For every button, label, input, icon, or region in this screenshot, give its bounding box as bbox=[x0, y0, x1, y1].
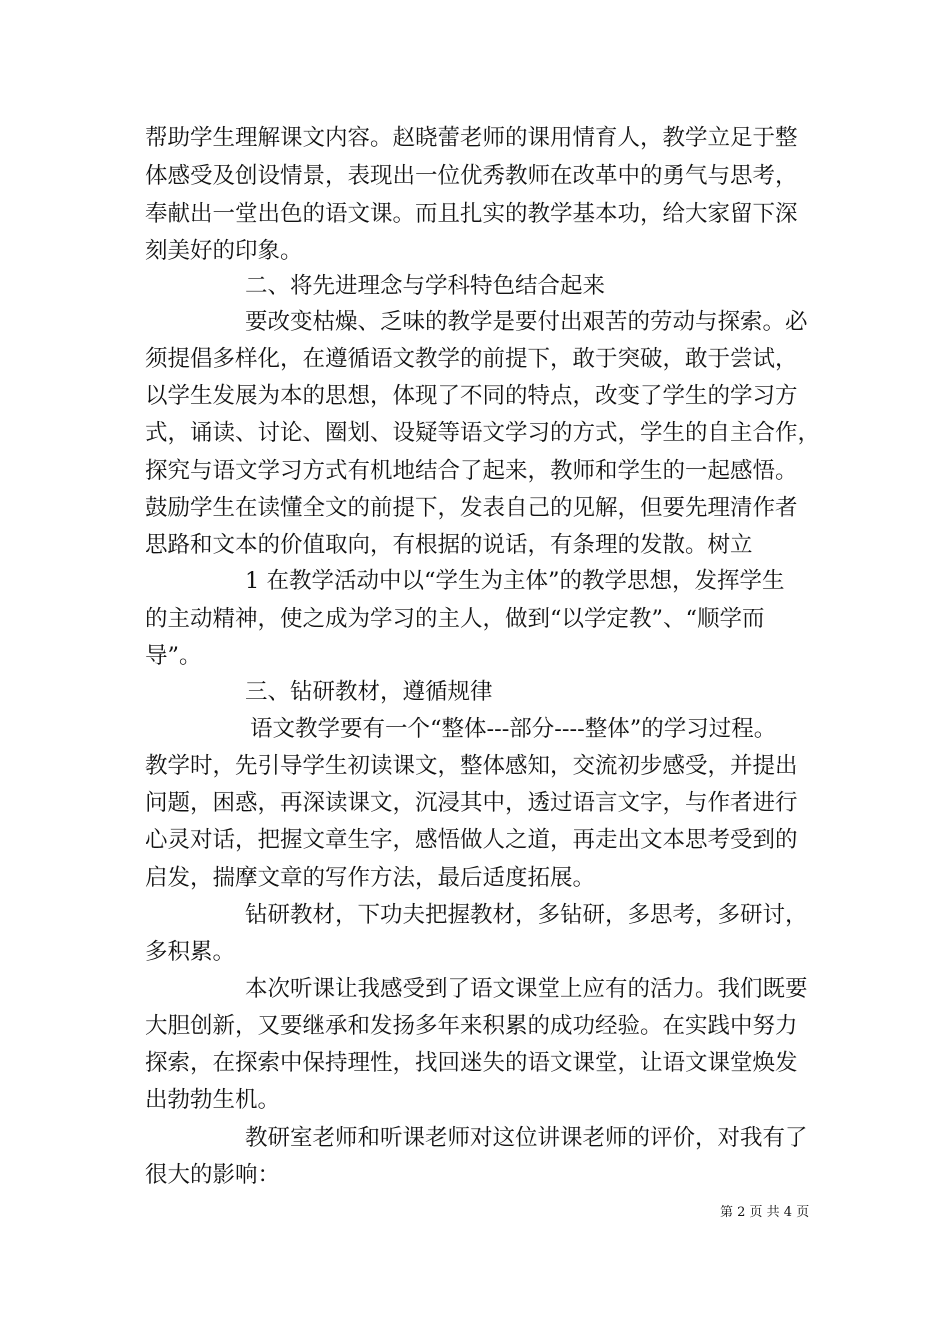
body-line: 以学生发展为本的思想，体现了不同的特点，改变了学生的学习方 bbox=[145, 383, 798, 409]
body-line: 要改变枯燥、乏味的教学是要付出艰苦的劳动与探索。必 bbox=[245, 309, 808, 335]
body-line: 启发，揣摩文章的写作方法，最后适度拓展。 bbox=[145, 865, 596, 891]
body-line: 很大的影响： bbox=[145, 1162, 281, 1188]
body-line: 鼓励学生在读懂全文的前提下，发表自己的见解，但要先理清作者 bbox=[145, 495, 798, 521]
body-line: 教学时，先引导学生初读课文，整体感知，交流初步感受，并提出 bbox=[145, 753, 798, 779]
body-line: 心灵对话，把握文章生字，感悟做人之道，再走出文本思考受到的 bbox=[145, 827, 798, 853]
body-line: 须提倡多样化，在遵循语文教学的前提下，敢于突破，敢于尝试， bbox=[145, 346, 798, 372]
body-line: 多积累。 bbox=[145, 939, 236, 965]
body-line: 奉献出一堂出色的语文课。而且扎实的教学基本功，给大家留下深 bbox=[145, 201, 798, 227]
section-heading: 三、钻研教材，遵循规律 bbox=[245, 679, 493, 705]
page-number: 第 2 页 共 4 页 bbox=[720, 1205, 810, 1220]
body-line: 出勃勃生机。 bbox=[145, 1087, 281, 1113]
body-line: 刻美好的印象。 bbox=[145, 238, 303, 264]
body-line: 探索，在探索中保持理性，找回迷失的语文课堂，让语文课堂焕发 bbox=[145, 1050, 798, 1076]
body-line: 钻研教材，下功夫把握教材，多钻研，多思考，多研讨， bbox=[245, 902, 808, 928]
body-line: 导”。 bbox=[145, 643, 202, 669]
body-line: 语文教学要有一个“整体---部分----整体”的学习过程。 bbox=[250, 716, 777, 742]
body-line: 探究与语文学习方式有机地结合了起来，教师和学生的一起感悟。 bbox=[145, 458, 798, 484]
body-line: 思路和文本的价值取向，有根据的说话，有条理的发散。树立 bbox=[145, 532, 753, 558]
body-line: 1 在教学活动中以“学生为主体”的教学思想，发挥学生 bbox=[245, 568, 785, 594]
body-line: 的主动精神，使之成为学习的主人，做到“以学定教”、“顺学而 bbox=[145, 606, 765, 632]
body-line: 式，诵读、讨论、圈划、设疑等语文学习的方式，学生的自主合作， bbox=[145, 420, 821, 446]
body-line: 本次听课让我感受到了语文课堂上应有的活力。我们既要 bbox=[245, 976, 808, 1002]
body-line: 教研室老师和听课老师对这位讲课老师的评价，对我有了 bbox=[245, 1125, 808, 1151]
body-line: 大胆创新，又要继承和发扬多年来积累的成功经验。在实践中努力 bbox=[145, 1013, 798, 1039]
section-heading: 二、将先进理念与学科特色结合起来 bbox=[245, 273, 606, 299]
body-line: 问题，困惑，再深读课文，沉浸其中，透过语言文字，与作者进行 bbox=[145, 790, 798, 816]
body-line: 帮助学生理解课文内容。赵晓蕾老师的课用情育人，教学立足于整 bbox=[145, 125, 798, 151]
body-line: 体感受及创设情景，表现出一位优秀教师在改革中的勇气与思考， bbox=[145, 163, 798, 189]
